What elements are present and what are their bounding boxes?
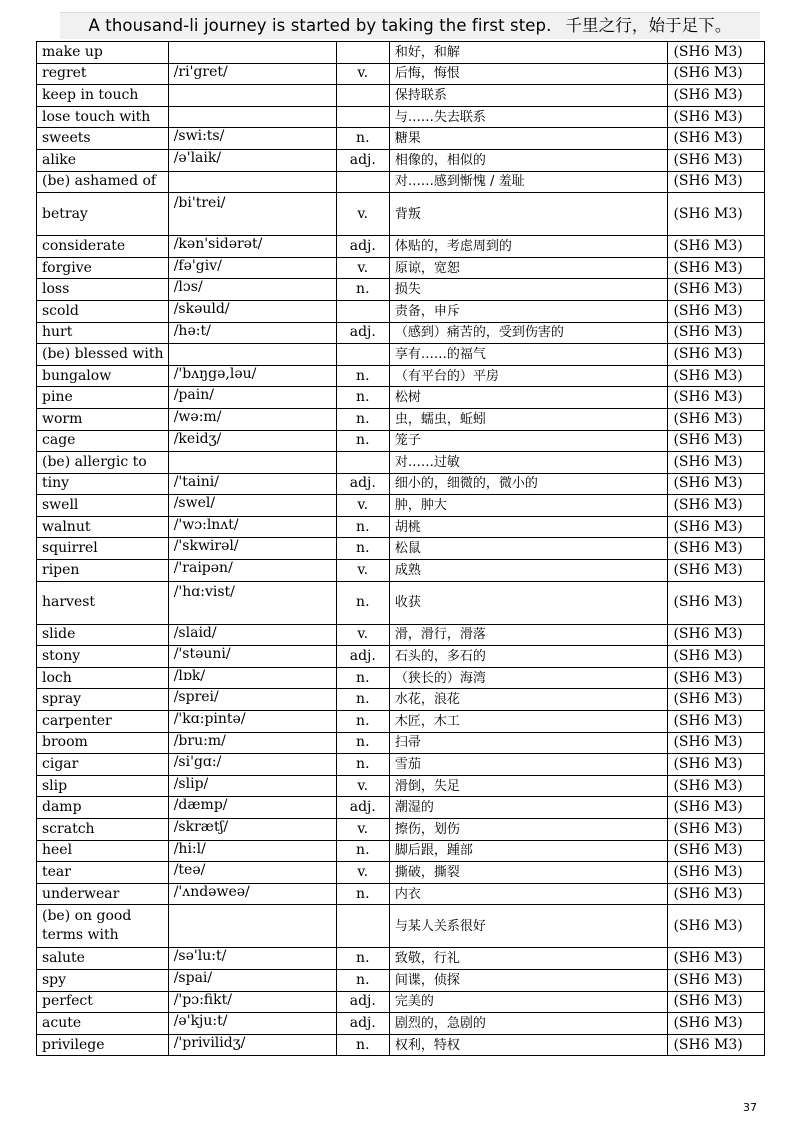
unit-cell: (SH6 M3) xyxy=(668,883,765,905)
pronunciation-cell xyxy=(168,171,336,193)
part-of-speech-cell xyxy=(336,344,389,366)
meaning-cell: 糖果 xyxy=(389,128,668,150)
table-row xyxy=(37,300,765,322)
table-row xyxy=(37,1034,765,1056)
page-header xyxy=(60,12,760,39)
part-of-speech-cell: n. xyxy=(336,948,389,970)
meaning-cell: 滑倒，失足 xyxy=(389,775,668,797)
table-row xyxy=(37,279,765,301)
meaning-cell: 间谍，侦探 xyxy=(389,969,668,991)
word-cell: bungalow xyxy=(37,365,169,387)
pronunciation-cell xyxy=(168,905,336,948)
unit-cell: (SH6 M3) xyxy=(668,193,765,236)
unit-cell: (SH6 M3) xyxy=(668,581,765,624)
pronunciation-cell: /hi:l/ xyxy=(168,840,336,862)
table-row xyxy=(37,495,765,517)
table-row xyxy=(37,862,765,884)
pronunciation-cell xyxy=(168,85,336,107)
pronunciation-cell: /bru:m/ xyxy=(168,732,336,754)
table-row xyxy=(37,85,765,107)
unit-cell: (SH6 M3) xyxy=(668,991,765,1013)
word-cell: cigar xyxy=(37,754,169,776)
part-of-speech-cell: v. xyxy=(336,775,389,797)
pronunciation-cell: /si'gɑ:/ xyxy=(168,754,336,776)
word-cell: regret xyxy=(37,63,169,85)
word-cell: make up xyxy=(37,42,169,64)
pronunciation-cell: /'raipən/ xyxy=(168,560,336,582)
header-english: A thousand-li journey is started by taking the first step. xyxy=(88,16,552,35)
meaning-cell: 与某人关系很好 xyxy=(389,905,668,948)
pronunciation-cell: /'ʌndəweə/ xyxy=(168,883,336,905)
meaning-cell: 擦伤，划伤 xyxy=(389,819,668,841)
part-of-speech-cell: n. xyxy=(336,1034,389,1056)
word-cell: scratch xyxy=(37,819,169,841)
meaning-cell: 相像的，相似的 xyxy=(389,149,668,171)
part-of-speech-cell xyxy=(336,171,389,193)
table-row xyxy=(37,42,765,64)
meaning-cell: 内衣 xyxy=(389,883,668,905)
word-cell: perfect xyxy=(37,991,169,1013)
table-row xyxy=(37,948,765,970)
table-row xyxy=(37,322,765,344)
word-cell: worm xyxy=(37,408,169,430)
pronunciation-cell: /hə:t/ xyxy=(168,322,336,344)
table-row xyxy=(37,624,765,646)
table-row xyxy=(37,538,765,560)
part-of-speech-cell xyxy=(336,905,389,948)
meaning-cell: 脚后跟，踵部 xyxy=(389,840,668,862)
part-of-speech-cell: v. xyxy=(336,193,389,236)
table-row xyxy=(37,667,765,689)
unit-cell: (SH6 M3) xyxy=(668,840,765,862)
table-row xyxy=(37,883,765,905)
pronunciation-cell: /bi'trei/ xyxy=(168,193,336,236)
table-row xyxy=(37,797,765,819)
table-row xyxy=(37,905,765,948)
table-row xyxy=(37,819,765,841)
pronunciation-cell xyxy=(168,344,336,366)
pronunciation-cell: /'stəuni/ xyxy=(168,646,336,668)
word-cell: heel xyxy=(37,840,169,862)
pronunciation-cell: /keidʒ/ xyxy=(168,430,336,452)
meaning-cell: 滑，滑行，滑落 xyxy=(389,624,668,646)
unit-cell: (SH6 M3) xyxy=(668,106,765,128)
meaning-cell: 完美的 xyxy=(389,991,668,1013)
pronunciation-cell: /teə/ xyxy=(168,862,336,884)
word-cell: privilege xyxy=(37,1034,169,1056)
table-row xyxy=(37,1013,765,1035)
meaning-cell: 体贴的，考虑周到的 xyxy=(389,236,668,258)
part-of-speech-cell xyxy=(336,106,389,128)
part-of-speech-cell: n. xyxy=(336,840,389,862)
meaning-cell: 水花，浪花 xyxy=(389,689,668,711)
meaning-cell: 撕破，撕裂 xyxy=(389,862,668,884)
pronunciation-cell: /'kɑ:pintə/ xyxy=(168,711,336,733)
part-of-speech-cell: adj. xyxy=(336,646,389,668)
part-of-speech-cell: v. xyxy=(336,624,389,646)
table-row xyxy=(37,257,765,279)
unit-cell: (SH6 M3) xyxy=(668,452,765,474)
part-of-speech-cell: v. xyxy=(336,862,389,884)
meaning-cell: 木匠，木工 xyxy=(389,711,668,733)
word-cell: squirrel xyxy=(37,538,169,560)
part-of-speech-cell: n. xyxy=(336,711,389,733)
part-of-speech-cell: adj. xyxy=(336,149,389,171)
table-row xyxy=(37,732,765,754)
part-of-speech-cell: n. xyxy=(336,581,389,624)
pronunciation-cell: /sə'lu:t/ xyxy=(168,948,336,970)
table-row xyxy=(37,581,765,624)
meaning-cell: 成熟 xyxy=(389,560,668,582)
part-of-speech-cell: adj. xyxy=(336,991,389,1013)
table-row xyxy=(37,408,765,430)
unit-cell: (SH6 M3) xyxy=(668,969,765,991)
part-of-speech-cell: n. xyxy=(336,387,389,409)
table-row xyxy=(37,560,765,582)
meaning-cell: 虫，蠕虫，蚯蚓 xyxy=(389,408,668,430)
unit-cell: (SH6 M3) xyxy=(668,408,765,430)
unit-cell: (SH6 M3) xyxy=(668,149,765,171)
vocabulary-table-body xyxy=(37,42,765,1056)
meaning-cell: 损失 xyxy=(389,279,668,301)
unit-cell: (SH6 M3) xyxy=(668,300,765,322)
meaning-cell: 松树 xyxy=(389,387,668,409)
pronunciation-cell: /ri'gret/ xyxy=(168,63,336,85)
part-of-speech-cell: n. xyxy=(336,279,389,301)
word-cell: carpenter xyxy=(37,711,169,733)
meaning-cell: 剧烈的，急剧的 xyxy=(389,1013,668,1035)
unit-cell: (SH6 M3) xyxy=(668,862,765,884)
pronunciation-cell: /sprei/ xyxy=(168,689,336,711)
meaning-cell: 保持联系 xyxy=(389,85,668,107)
unit-cell: (SH6 M3) xyxy=(668,279,765,301)
meaning-cell: 潮湿的 xyxy=(389,797,668,819)
part-of-speech-cell: n. xyxy=(336,430,389,452)
word-cell: cage xyxy=(37,430,169,452)
header-chinese: 千里之行，始于足下。 xyxy=(565,16,732,35)
table-row xyxy=(37,646,765,668)
pronunciation-cell: /swi:ts/ xyxy=(168,128,336,150)
word-cell: walnut xyxy=(37,516,169,538)
word-cell: forgive xyxy=(37,257,169,279)
word-cell: hurt xyxy=(37,322,169,344)
part-of-speech-cell: n. xyxy=(336,689,389,711)
unit-cell: (SH6 M3) xyxy=(668,775,765,797)
word-cell: ripen xyxy=(37,560,169,582)
pronunciation-cell: /ə'kju:t/ xyxy=(168,1013,336,1035)
word-cell: loss xyxy=(37,279,169,301)
part-of-speech-cell: adj. xyxy=(336,236,389,258)
unit-cell: (SH6 M3) xyxy=(668,236,765,258)
pronunciation-cell: /skəuld/ xyxy=(168,300,336,322)
meaning-cell: 与……失去联系 xyxy=(389,106,668,128)
vocabulary-table xyxy=(36,41,765,1056)
word-cell: broom xyxy=(37,732,169,754)
part-of-speech-cell: v. xyxy=(336,560,389,582)
meaning-cell: 石头的，多石的 xyxy=(389,646,668,668)
table-row xyxy=(37,344,765,366)
word-cell: (be) blessed with xyxy=(37,344,169,366)
table-row xyxy=(37,516,765,538)
word-cell: spy xyxy=(37,969,169,991)
word-cell: underwear xyxy=(37,883,169,905)
unit-cell: (SH6 M3) xyxy=(668,948,765,970)
word-cell: betray xyxy=(37,193,169,236)
part-of-speech-cell: v. xyxy=(336,819,389,841)
meaning-cell: （有平台的）平房 xyxy=(389,365,668,387)
meaning-cell: 雪茄 xyxy=(389,754,668,776)
meaning-cell: 原谅，宽恕 xyxy=(389,257,668,279)
part-of-speech-cell: n. xyxy=(336,365,389,387)
pronunciation-cell: /ə'laik/ xyxy=(168,149,336,171)
unit-cell: (SH6 M3) xyxy=(668,538,765,560)
word-cell: keep in touch xyxy=(37,85,169,107)
table-row xyxy=(37,106,765,128)
word-cell: slip xyxy=(37,775,169,797)
meaning-cell: （感到）痛苦的，受到伤害的 xyxy=(389,322,668,344)
pronunciation-cell: /wə:m/ xyxy=(168,408,336,430)
meaning-cell: 责备，申斥 xyxy=(389,300,668,322)
pronunciation-cell xyxy=(168,42,336,64)
meaning-cell: 和好，和解 xyxy=(389,42,668,64)
word-cell: slide xyxy=(37,624,169,646)
unit-cell: (SH6 M3) xyxy=(668,797,765,819)
word-cell: (be) allergic to xyxy=(37,452,169,474)
part-of-speech-cell: v. xyxy=(336,495,389,517)
pronunciation-cell xyxy=(168,452,336,474)
unit-cell: (SH6 M3) xyxy=(668,905,765,948)
part-of-speech-cell: v. xyxy=(336,257,389,279)
pronunciation-cell: /dæmp/ xyxy=(168,797,336,819)
meaning-cell: 肿，肿大 xyxy=(389,495,668,517)
table-row xyxy=(37,775,765,797)
unit-cell: (SH6 M3) xyxy=(668,711,765,733)
part-of-speech-cell: adj. xyxy=(336,322,389,344)
unit-cell: (SH6 M3) xyxy=(668,560,765,582)
table-row xyxy=(37,473,765,495)
word-cell: tear xyxy=(37,862,169,884)
table-row xyxy=(37,430,765,452)
meaning-cell: 笼子 xyxy=(389,430,668,452)
word-cell: salute xyxy=(37,948,169,970)
pronunciation-cell xyxy=(168,106,336,128)
pronunciation-cell: /slip/ xyxy=(168,775,336,797)
meaning-cell: 后悔，悔恨 xyxy=(389,63,668,85)
table-row xyxy=(37,969,765,991)
table-row xyxy=(37,387,765,409)
part-of-speech-cell xyxy=(336,452,389,474)
meaning-cell: 细小的，细微的，微小的 xyxy=(389,473,668,495)
part-of-speech-cell xyxy=(336,42,389,64)
part-of-speech-cell: v. xyxy=(336,63,389,85)
word-cell: damp xyxy=(37,797,169,819)
unit-cell: (SH6 M3) xyxy=(668,495,765,517)
pronunciation-cell: /'bʌŋgə,ləu/ xyxy=(168,365,336,387)
table-row xyxy=(37,711,765,733)
part-of-speech-cell: n. xyxy=(336,128,389,150)
word-cell: loch xyxy=(37,667,169,689)
pronunciation-cell: /'pɔ:fikt/ xyxy=(168,991,336,1013)
word-cell: scold xyxy=(37,300,169,322)
table-row xyxy=(37,689,765,711)
meaning-cell: 致敬，行礼 xyxy=(389,948,668,970)
part-of-speech-cell: n. xyxy=(336,969,389,991)
table-row xyxy=(37,171,765,193)
part-of-speech-cell: n. xyxy=(336,516,389,538)
pronunciation-cell: /slaid/ xyxy=(168,624,336,646)
part-of-speech-cell: n. xyxy=(336,732,389,754)
page-number: 37 xyxy=(743,1101,757,1114)
pronunciation-cell: /skrætʃ/ xyxy=(168,819,336,841)
part-of-speech-cell: n. xyxy=(336,754,389,776)
unit-cell: (SH6 M3) xyxy=(668,667,765,689)
pronunciation-cell: /fə'giv/ xyxy=(168,257,336,279)
part-of-speech-cell xyxy=(336,300,389,322)
word-cell: sweets xyxy=(37,128,169,150)
part-of-speech-cell: n. xyxy=(336,667,389,689)
table-row xyxy=(37,193,765,236)
meaning-cell: 享有……的福气 xyxy=(389,344,668,366)
pronunciation-cell: /lɔs/ xyxy=(168,279,336,301)
meaning-cell: 收获 xyxy=(389,581,668,624)
unit-cell: (SH6 M3) xyxy=(668,516,765,538)
unit-cell: (SH6 M3) xyxy=(668,1013,765,1035)
meaning-cell: （狭长的）海湾 xyxy=(389,667,668,689)
table-row xyxy=(37,365,765,387)
pronunciation-cell: /'privilidʒ/ xyxy=(168,1034,336,1056)
unit-cell: (SH6 M3) xyxy=(668,624,765,646)
part-of-speech-cell: n. xyxy=(336,408,389,430)
word-cell: lose touch with xyxy=(37,106,169,128)
table-row xyxy=(37,840,765,862)
table-row xyxy=(37,754,765,776)
word-cell: (be) ashamed of xyxy=(37,171,169,193)
pronunciation-cell: /spai/ xyxy=(168,969,336,991)
table-row xyxy=(37,452,765,474)
word-cell: pine xyxy=(37,387,169,409)
pronunciation-cell: /pain/ xyxy=(168,387,336,409)
meaning-cell: 扫帚 xyxy=(389,732,668,754)
word-cell: acute xyxy=(37,1013,169,1035)
unit-cell: (SH6 M3) xyxy=(668,42,765,64)
unit-cell: (SH6 M3) xyxy=(668,128,765,150)
unit-cell: (SH6 M3) xyxy=(668,732,765,754)
word-cell: stony xyxy=(37,646,169,668)
unit-cell: (SH6 M3) xyxy=(668,171,765,193)
unit-cell: (SH6 M3) xyxy=(668,473,765,495)
word-cell: considerate xyxy=(37,236,169,258)
pronunciation-cell: /'hɑ:vist/ xyxy=(168,581,336,624)
table-row xyxy=(37,991,765,1013)
word-cell: spray xyxy=(37,689,169,711)
meaning-cell: 对……过敏 xyxy=(389,452,668,474)
table-row xyxy=(37,128,765,150)
part-of-speech-cell: n. xyxy=(336,538,389,560)
word-cell: (be) on good terms with xyxy=(37,905,169,948)
meaning-cell: 背叛 xyxy=(389,193,668,236)
unit-cell: (SH6 M3) xyxy=(668,646,765,668)
meaning-cell: 松鼠 xyxy=(389,538,668,560)
part-of-speech-cell: adj. xyxy=(336,1013,389,1035)
unit-cell: (SH6 M3) xyxy=(668,322,765,344)
unit-cell: (SH6 M3) xyxy=(668,819,765,841)
unit-cell: (SH6 M3) xyxy=(668,1034,765,1056)
unit-cell: (SH6 M3) xyxy=(668,85,765,107)
table-row xyxy=(37,236,765,258)
pronunciation-cell: /'taini/ xyxy=(168,473,336,495)
unit-cell: (SH6 M3) xyxy=(668,387,765,409)
word-cell: alike xyxy=(37,149,169,171)
unit-cell: (SH6 M3) xyxy=(668,365,765,387)
pronunciation-cell: /kən'sidərət/ xyxy=(168,236,336,258)
meaning-cell: 权利，特权 xyxy=(389,1034,668,1056)
unit-cell: (SH6 M3) xyxy=(668,689,765,711)
table-row xyxy=(37,149,765,171)
pronunciation-cell: /swel/ xyxy=(168,495,336,517)
pronunciation-cell: /'skwirəl/ xyxy=(168,538,336,560)
word-cell: swell xyxy=(37,495,169,517)
unit-cell: (SH6 M3) xyxy=(668,344,765,366)
meaning-cell: 对……感到惭愧 / 羞耻 xyxy=(389,171,668,193)
part-of-speech-cell: adj. xyxy=(336,797,389,819)
pronunciation-cell: /lɒk/ xyxy=(168,667,336,689)
unit-cell: (SH6 M3) xyxy=(668,63,765,85)
unit-cell: (SH6 M3) xyxy=(668,754,765,776)
part-of-speech-cell xyxy=(336,85,389,107)
part-of-speech-cell: adj. xyxy=(336,473,389,495)
word-cell: harvest xyxy=(37,581,169,624)
table-row xyxy=(37,63,765,85)
unit-cell: (SH6 M3) xyxy=(668,257,765,279)
pronunciation-cell: /'wɔ:lnʌt/ xyxy=(168,516,336,538)
meaning-cell: 胡桃 xyxy=(389,516,668,538)
unit-cell: (SH6 M3) xyxy=(668,430,765,452)
word-cell: tiny xyxy=(37,473,169,495)
part-of-speech-cell: n. xyxy=(336,883,389,905)
